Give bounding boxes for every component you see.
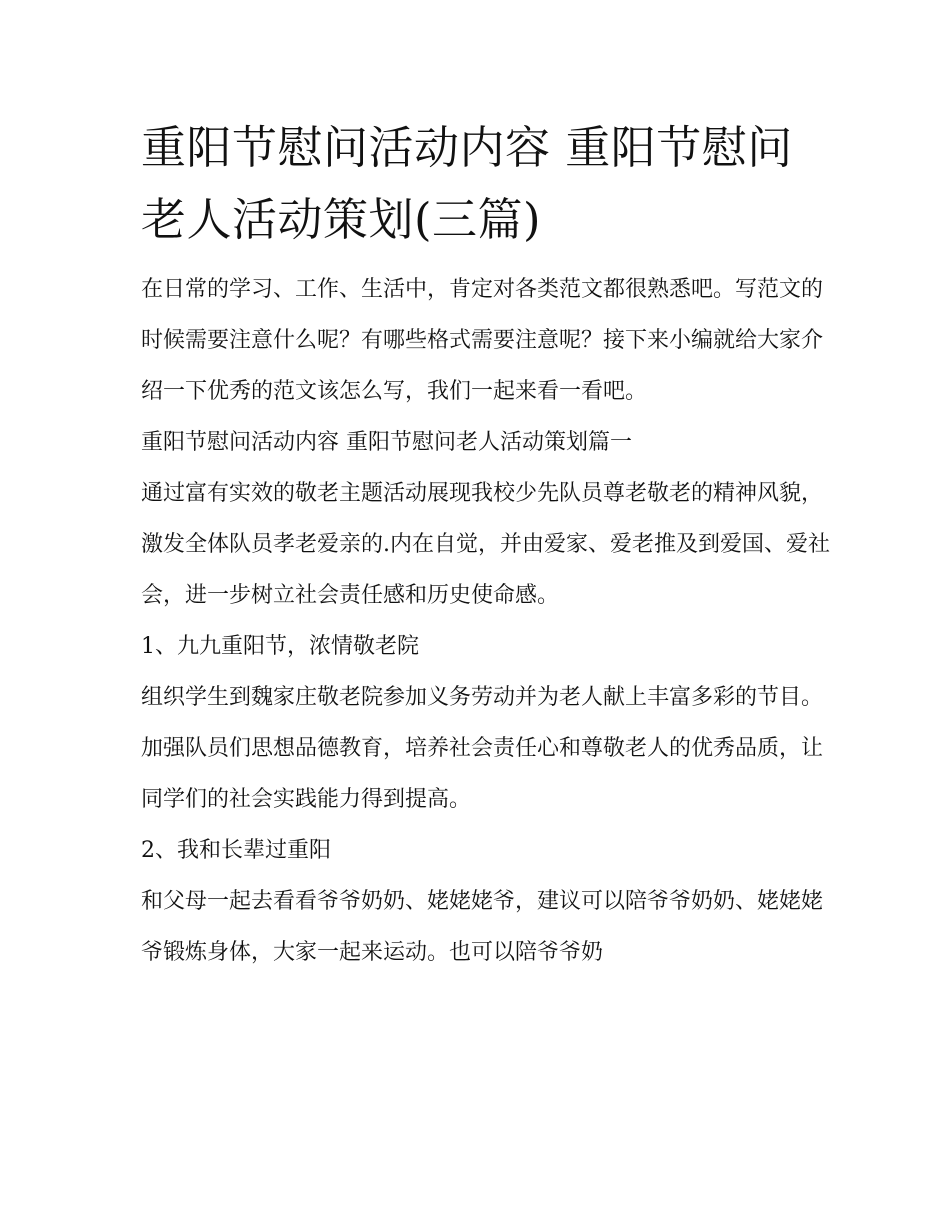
body-paragraph: 通过富有实效的敬老主题活动展现我校少先队员尊老敬老的精神风貌，激发全体队员孝老爱亲的.内在自觉，并由爱家、爱老推及到爱国、爱社会，进一步树立社会责任感和历史使命感。: [141, 481, 830, 608]
document-title: 重阳节慰问活动内容 重阳节慰问老人活动策划(三篇): [141, 121, 793, 246]
body-paragraph: 和父母一起去看看爷爷奶奶、姥姥姥爷，建议可以陪爷爷奶奶、姥姥姥爷锻炼身体，大家一起来运动。也可以陪爷爷奶: [141, 889, 824, 965]
document-body: [141, 112, 831, 978]
list-heading-2: 2、我和长辈过重阳: [141, 838, 331, 863]
section-heading: 重阳节慰问活动内容 重阳节慰问老人活动策划篇一: [141, 430, 632, 455]
list-heading-1: 1、九九重阳节，浓情敬老院: [141, 634, 419, 659]
body-paragraph: 组织学生到魏家庄敬老院参加义务劳动并为老人献上丰富多彩的节目。加强队员们思想品德教育，培养社会责任心和尊敬老人的优秀品质，让同学们的社会实践能力得到提高。: [141, 685, 824, 812]
intro-paragraph: 在日常的学习、工作、生活中，肯定对各类范文都很熟悉吧。写范文的时候需要注意什么呢？有哪些格式需要注意呢？接下来小编就给大家介绍一下优秀的范文该怎么写，我们一起来看一看吧。: [141, 277, 824, 404]
